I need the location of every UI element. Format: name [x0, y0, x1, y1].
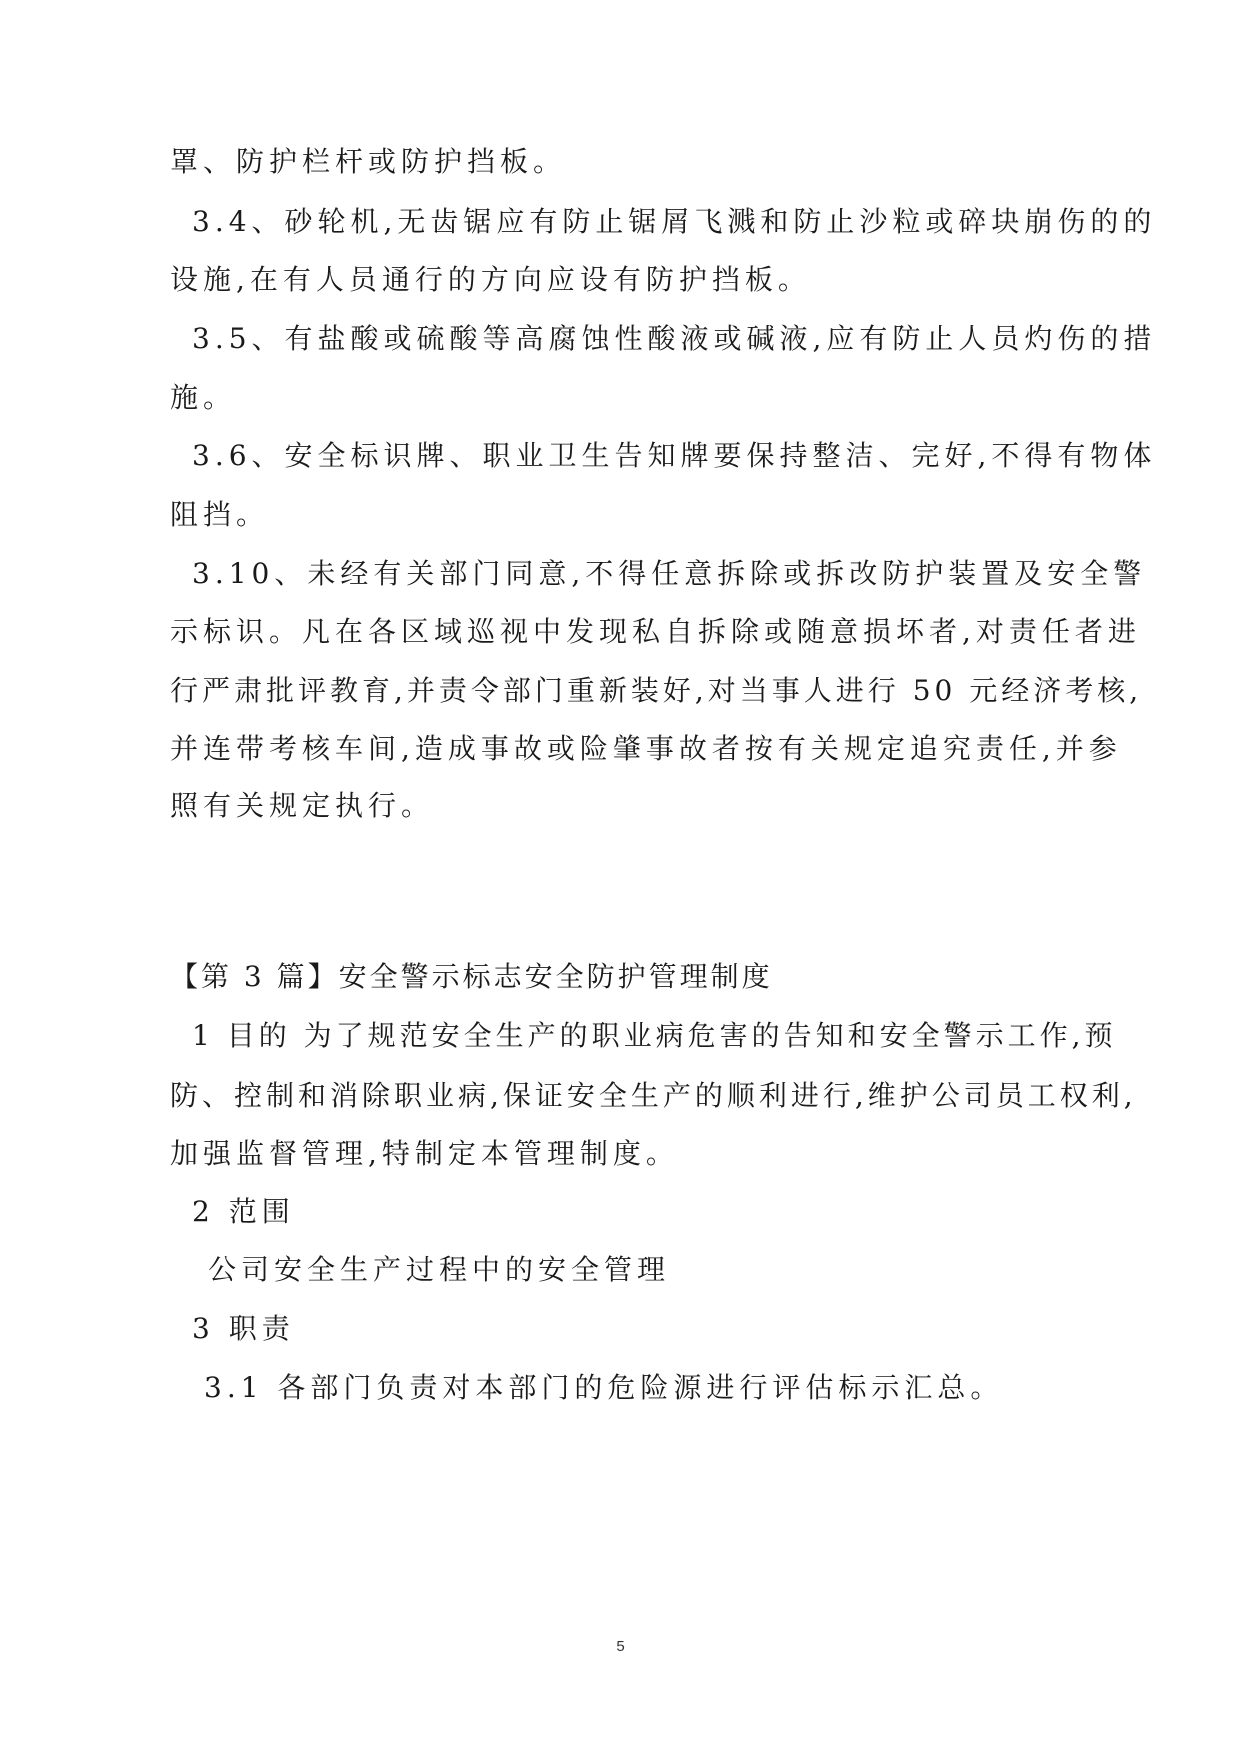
- text-line: 3 职责: [192, 1312, 295, 1345]
- text-line: 公司安全生产过程中的安全管理: [208, 1253, 671, 1286]
- text-line: 3.5、有盐酸或硫酸等高腐蚀性酸液或碱液,应有防止人员灼伤的措: [192, 322, 1157, 355]
- section-heading: 【第 3 篇】安全警示标志安全防护管理制度: [170, 960, 773, 993]
- text-line: 设施,在有人员通行的方向应设有防护挡板。: [170, 263, 811, 296]
- text-line: 并连带考核车间,造成事故或险肇事故者按有关规定追究责任,并参: [170, 732, 1122, 765]
- text-line: 1 目的 为了规范安全生产的职业病危害的告知和安全警示工作,预: [192, 1019, 1117, 1052]
- text-line: 2 范围: [192, 1195, 295, 1228]
- text-line: 施。: [170, 381, 237, 414]
- text-line: 示标识。凡在各区域巡视中发现私自拆除或随意损坏者,对责任者进: [170, 615, 1141, 648]
- text-line: 加强监督管理,特制定本管理制度。: [170, 1137, 679, 1170]
- text-line: 行严肃批评教育,并责令部门重新装好,对当事人进行 50 元经济考核,: [170, 674, 1143, 707]
- text-line: 3.6、安全标识牌、职业卫生告知牌要保持整洁、完好,不得有物体: [192, 439, 1157, 472]
- text-line: 罩、防护栏杆或防护挡板。: [170, 145, 567, 178]
- text-line: 3.1 各部门负责对本部门的危险源进行评估标示汇总。: [204, 1371, 1004, 1404]
- text-line: 防、控制和消除职业病,保证安全生产的顺利进行,维护公司员工权利,: [170, 1079, 1137, 1112]
- page-number: 5: [616, 1638, 625, 1655]
- text-line: 照有关规定执行。: [170, 789, 435, 822]
- text-line: 阻挡。: [170, 498, 270, 531]
- text-line: 3.10、未经有关部门同意,不得任意拆除或拆改防护装置及安全警: [192, 557, 1147, 590]
- text-line: 3.4、砂轮机,无齿锯应有防止锯屑飞溅和防止沙粒或碎块崩伤的的: [192, 205, 1157, 238]
